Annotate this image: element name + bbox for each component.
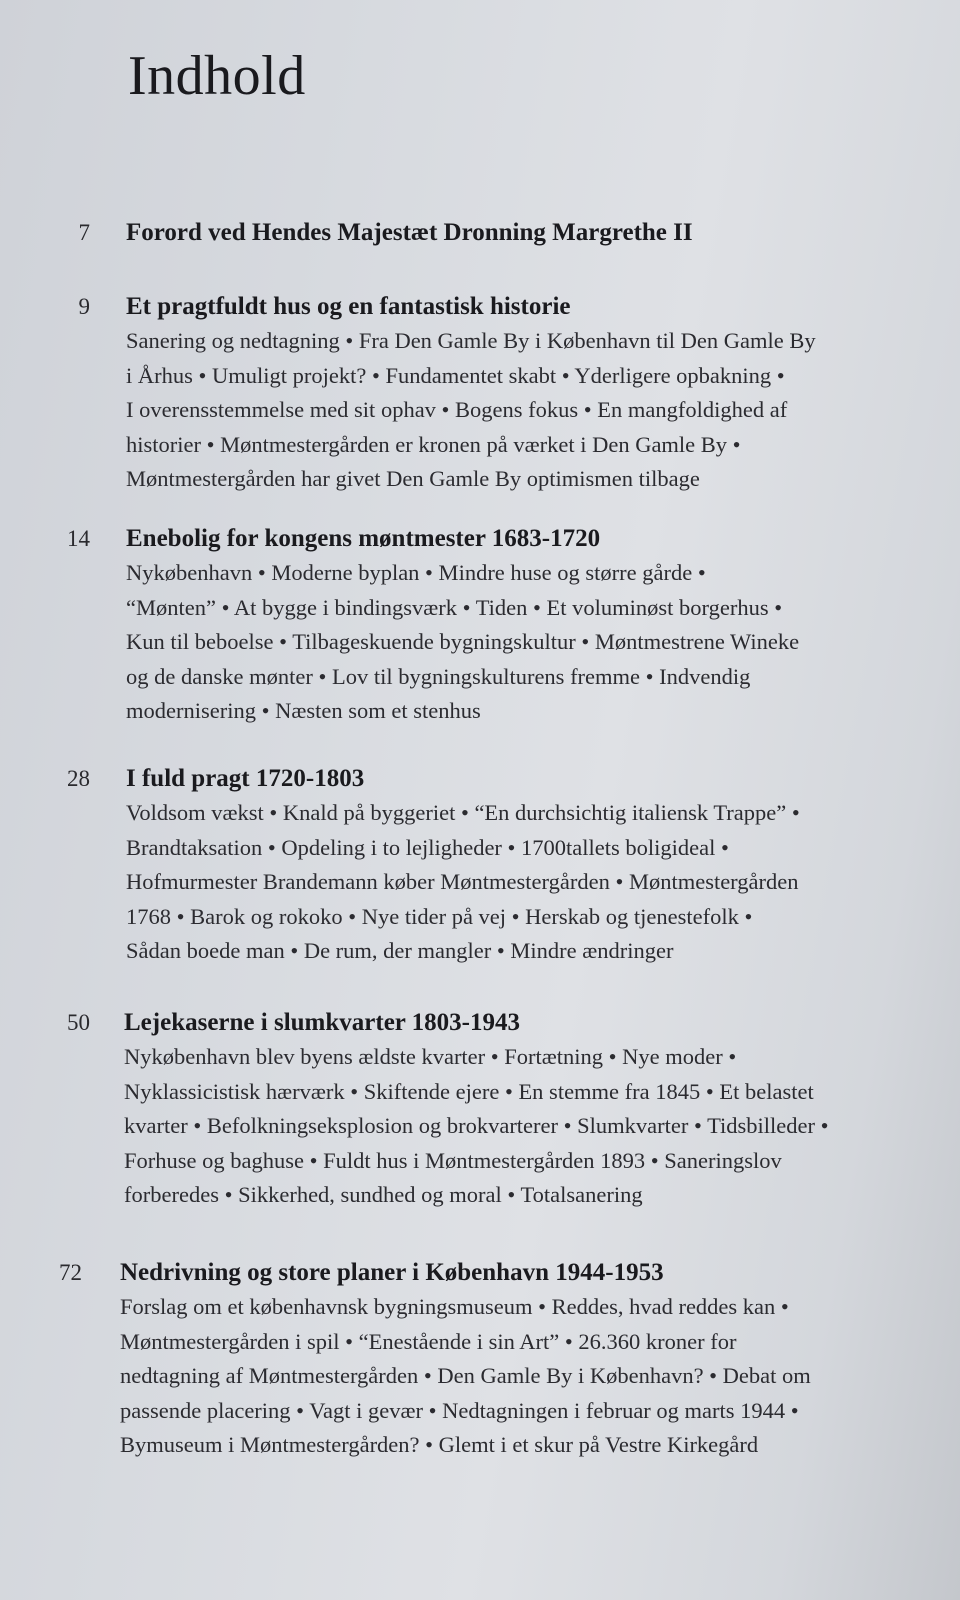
- toc-entry-title: Et pragtfuldt hus og en fantastisk historie: [126, 293, 571, 320]
- toc-description-line: nedtagning af Møntmestergården • Den Gamle By i København? • Debat om: [120, 1363, 811, 1388]
- toc-page-number: 7: [78, 220, 90, 245]
- toc-entry-description: [126, 796, 936, 969]
- toc-description-line: Forhuse og baghuse • Fuldt hus i Møntmestergården 1893 • Saneringslov: [124, 1147, 782, 1173]
- toc-description-line: I overensstemmelse med sit ophav • Bogens fokus • En mangfoldighed af: [126, 397, 788, 422]
- toc-description-line: “Mønten” • At bygge i bindingsværk • Tiden • Et voluminøst borgerhus •: [126, 594, 783, 620]
- toc-description-line: Voldsom vækst • Knald på byggeriet • “En durchsichtig italiensk Trappe” •: [126, 800, 800, 825]
- toc-description-line: Kun til beboelse • Tilbageskuende bygningskultur • Møntmestrene Wineke: [126, 629, 800, 654]
- toc-entry-description: [124, 1040, 934, 1213]
- toc-description-line: historier • Møntmestergården er kronen på værket i Den Gamle By •: [126, 431, 741, 457]
- toc-description-line: Bymuseum i Møntmestergården? • Glemt i et skur på Vestre Kirkegård: [120, 1432, 759, 1457]
- toc-description-line: Nykøbenhavn blev byens ældste kvarter • Fortætning • Nye moder •: [124, 1044, 737, 1069]
- toc-entry-title: Enebolig for kongens møntmester 1683-1720: [126, 525, 601, 552]
- toc-description-line: i Århus • Umuligt projekt? • Fundamentet skabt • Yderligere opbakning •: [126, 362, 785, 388]
- toc-entry-title: Nedrivning og store planer i København 1944-1953: [120, 1259, 664, 1286]
- toc-description-line: Sanering og nedtagning • Fra Den Gamle By i København til Den Gamle By: [126, 328, 816, 353]
- toc-page-number: 9: [78, 294, 90, 319]
- toc-description-line: Møntmestergården i spil • “Enestående i sin Art” • 26.360 kroner for: [120, 1328, 737, 1354]
- toc-entry-title: Forord ved Hendes Majestæt Dronning Margrethe II: [126, 219, 693, 246]
- page-title: Indhold: [128, 45, 306, 107]
- toc-page-number: 14: [67, 526, 90, 551]
- toc-description-line: passende placering • Vagt i gevær • Nedtagningen i februar og marts 1944 •: [120, 1397, 799, 1423]
- toc-page-number: 72: [59, 1260, 82, 1285]
- toc-page-number: 50: [67, 1010, 90, 1035]
- toc-description-line: kvarter • Befolkningseksplosion og brokvarterer • Slumkvarter • Tidsbilleder •: [124, 1113, 829, 1138]
- toc-description-line: forberedes • Sikkerhed, sundhed og moral • Totalsanering: [124, 1182, 643, 1207]
- toc-description-line: Sådan boede man • De rum, der mangler • Mindre ændringer: [126, 938, 674, 963]
- toc-entry-description: [126, 556, 936, 729]
- toc-description-line: og de danske mønter • Lov til bygningskulturens fremme • Indvendig: [126, 663, 751, 689]
- toc-description-line: Brandtaksation • Opdeling i to lejligheder • 1700tallets boligideal •: [126, 834, 729, 860]
- toc-entry-description: [120, 1290, 930, 1463]
- toc-description-line: Forslag om et københavnsk bygningsmuseum • Reddes, hvad reddes kan •: [120, 1294, 789, 1319]
- toc-description-line: 1768 • Barok og rokoko • Nye tider på vej • Herskab og tjenestefolk •: [126, 903, 753, 929]
- toc-description-line: Hofmurmester Brandemann køber Møntmestergården • Møntmestergården: [126, 869, 799, 894]
- toc-description-line: Nyklassicistisk hærværk • Skiftende ejere • En stemme fra 1845 • Et belastet: [124, 1078, 814, 1104]
- toc-entry-description: [126, 324, 936, 497]
- toc-description-line: modernisering • Næsten som et stenhus: [126, 698, 481, 723]
- toc-entry-title: Lejekaserne i slumkvarter 1803-1943: [124, 1009, 521, 1036]
- toc-entry-title: I fuld pragt 1720-1803: [126, 765, 365, 792]
- toc-description-line: Nykøbenhavn • Moderne byplan • Mindre huse og større gårde •: [126, 560, 706, 585]
- toc-description-line: Møntmestergården har givet Den Gamle By optimismen tilbage: [126, 466, 700, 491]
- toc-page-number: 28: [67, 766, 90, 791]
